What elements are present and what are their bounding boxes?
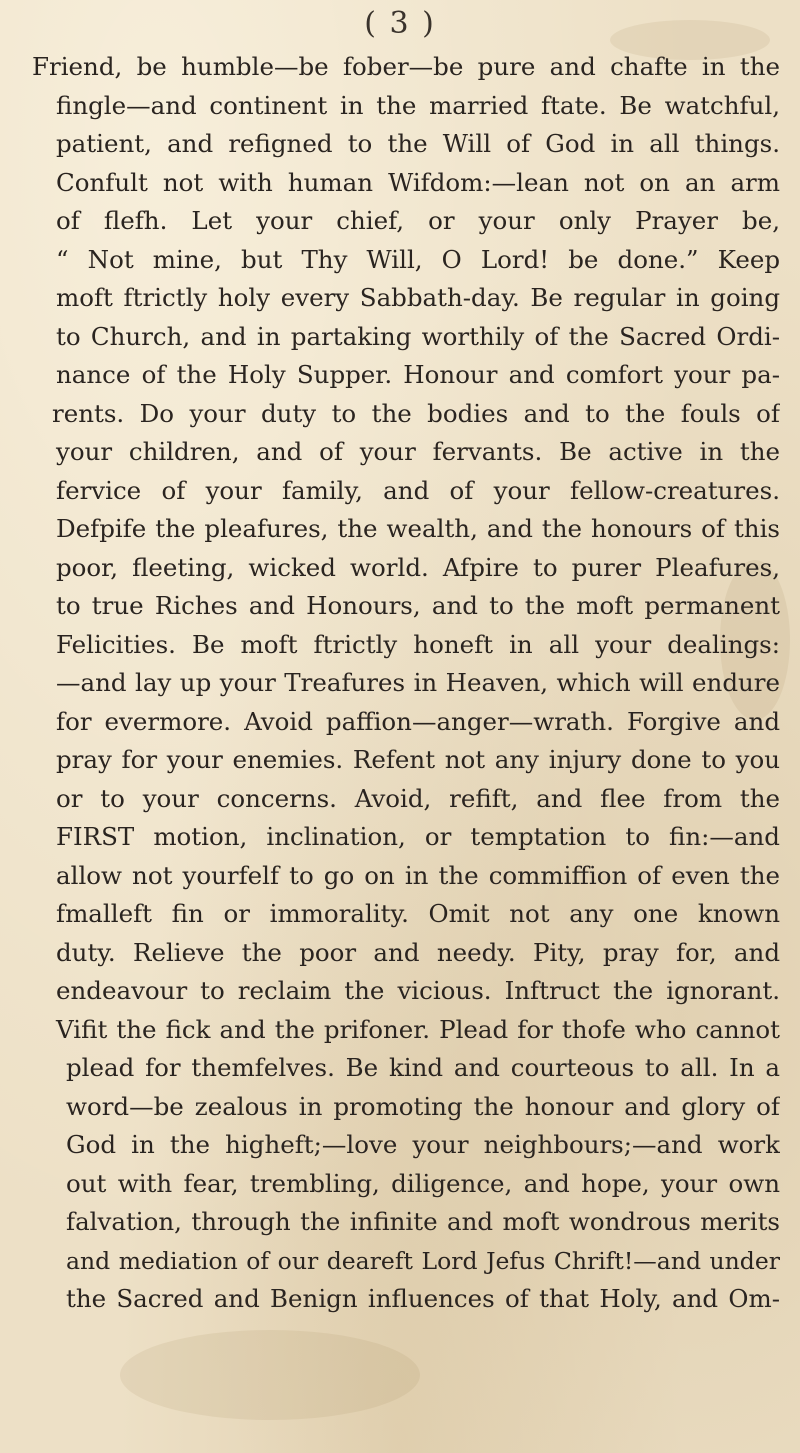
- text-line: poor, fleeting, wicked world. Afpire to purer Pleafures,: [56, 552, 780, 582]
- text-line: Vifit the fick and the prifoner. Plead for thofe who cannot: [56, 1014, 780, 1044]
- text-line: to true Riches and Honours, and to the moft permanent: [56, 591, 780, 620]
- text-line: “ Not mine, but Thy Will, O Lord! be done.” Keep: [56, 244, 780, 274]
- text-line: fmalleft fin or immorality. Omit not any one known: [56, 899, 780, 928]
- text-line: fingle—and continent in the married ftate. Be watchful,: [56, 90, 780, 120]
- text-line: pray for your enemies. Refent not any injury done to you: [56, 745, 780, 774]
- text-line: rents. Do your duty to the bodies and to the fouls of: [52, 398, 780, 428]
- text-line: to Church, and in partaking worthily of the Sacred Ordi-: [56, 321, 780, 351]
- text-line: of flefh. Let your chief, or your only Prayer be,: [56, 206, 780, 235]
- text-line: your children, and of your fervants. Be active in the: [56, 437, 780, 466]
- text-line: Felicities. Be moft ftrictly honeft in all your dealings:: [56, 629, 780, 659]
- paper-stain: [120, 1330, 420, 1420]
- text-line: moft ftrictly holy every Sabbath-day. Be regular in going: [56, 283, 780, 312]
- page-number: ( 3 ): [364, 6, 436, 41]
- text-line: out with fear, trembling, diligence, and hope, your own: [66, 1168, 780, 1198]
- text-line: fervice of your family, and of your fellow-creatures.: [56, 475, 780, 505]
- text-line: FIRST motion, inclination, or temptation to fin:—and: [56, 822, 780, 851]
- text-line: nance of the Holy Supper. Honour and comfort your pa-: [56, 360, 780, 389]
- text-line: Confult not with human Wifdom:—lean not on an arm: [56, 167, 780, 197]
- text-line: or to your concerns. Avoid, refift, and flee from the: [56, 783, 780, 813]
- text-line: and mediation of our deareft Lord Jefus Chrift!—and under: [66, 1246, 780, 1275]
- text-line: the Sacred and Benign influences of that Holy, and Om-: [66, 1284, 780, 1313]
- text-line: allow not yourfelf to go on in the commiffion of even the: [56, 860, 780, 890]
- text-line: plead for themfelves. Be kind and courteous to all. In a: [66, 1053, 780, 1082]
- text-line: Friend, be humble—be fober—be pure and chafte in the: [32, 52, 780, 81]
- text-line: —and lay up your Treafures in Heaven, which will endure: [56, 668, 780, 697]
- text-line: duty. Relieve the poor and needy. Pity, pray for, and: [56, 937, 780, 967]
- text-line: falvation, through the infinite and moft wondrous merits: [66, 1207, 780, 1236]
- text-line: patient, and refigned to the Will of God in all things.: [56, 129, 780, 158]
- text-line: Defpife the pleafures, the wealth, and the honours of this: [56, 514, 780, 543]
- body-text: [32, 48, 780, 1319]
- text-line: word—be zealous in promoting the honour and glory of: [66, 1091, 780, 1121]
- text-line: endeavour to reclaim the vicious. Inftruct the ignorant.: [56, 976, 780, 1005]
- text-line: God in the higheft;—love your neighbours;—and work: [66, 1130, 780, 1159]
- text-line: for evermore. Avoid paffion—anger—wrath. Forgive and: [56, 706, 780, 736]
